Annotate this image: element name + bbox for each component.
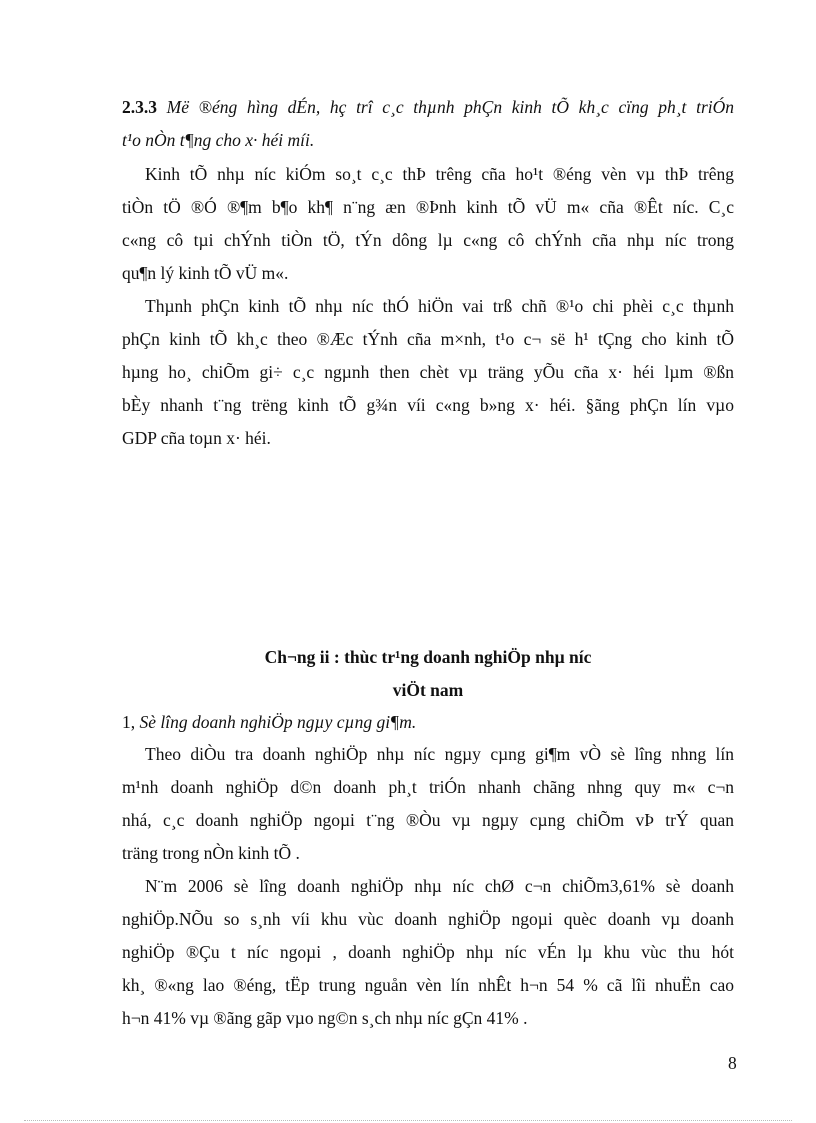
para4-line-3: nghiÖp ®Çu t níc ngoµi , doanh nghiÖp nhµ níc vÉn lµ khu vùc thu hót	[122, 942, 734, 962]
section-233-number: 2.3.3	[122, 97, 157, 117]
page-number: 8	[728, 1053, 737, 1073]
para2-line-1: Thµnh phÇn kinh tÕ nhµ níc thÓ hiÖn vai trß chñ ®¹o chi phèi c¸c thµnh	[145, 296, 734, 316]
bottom-divider	[24, 1120, 792, 1121]
para1-line-4: qu¶n lý kinh tÕ vÜ m«.	[122, 263, 289, 283]
chapter-title-line-1: Ch¬ng ii : thùc tr¹ng doanh nghiÖp nhµ níc	[264, 647, 592, 667]
para1-line-1: Kinh tÕ nhµ níc kiÓm so¸t c¸c thÞ trêng cña ho¹t ®éng vèn vµ thÞ trêng	[145, 164, 734, 184]
para3-line-2: m¹nh doanh nghiÖp d©n doanh ph¸t triÓn nhanh chãng nhng quy m« c¬n	[122, 777, 734, 797]
section-1-title: Sè lîng doanh nghiÖp ngµy cµng gi¶m.	[139, 712, 417, 732]
section-233-title-line-2: t¹o nÒn t¶ng cho x· héi míi.	[122, 130, 315, 150]
para3-line-3: nhá, c¸c doanh nghiÖp ngoµi t¨ng ®Òu vµ ngµy cµng chiÕm vÞ trÝ quan	[122, 810, 734, 830]
para4-line-2: nghiÖp.NÕu so s¸nh víi khu vùc doanh nghiÖp ngoµi quèc doanh vµ doanh	[122, 909, 734, 929]
para3-line-4: träng trong nÒn kinh tÕ .	[122, 843, 300, 863]
para1-line-2: tiÒn tÖ ®Ó ®¶m b¶o kh¶ n¨ng æn ®Þnh kinh tÕ vÜ m« cña ®Êt níc. C¸c	[122, 197, 734, 217]
para3-line-1: Theo diÒu tra doanh nghiÖp nhµ níc ngµy cµng gi¶m vÒ sè lîng nhng lín	[145, 744, 734, 764]
section-233-title-line-1: Më ®éng hìng dÉn, hç trî c¸c thµnh phÇn kinh tÕ kh¸c cïng ph¸t triÓn	[166, 97, 735, 117]
para2-line-2: phÇn kinh tÕ kh¸c theo ®Æc tÝnh cña m×nh, t¹o c¬ së h¹ tÇng cho kinh tÕ	[122, 329, 734, 349]
section-233-heading-line-1	[122, 96, 734, 118]
section-1-heading	[122, 711, 734, 733]
para1-line-3: c«ng cô tµi chÝnh tiÒn tÖ, tÝn dông lµ c«ng cô chÝnh cña nhµ níc trong	[122, 230, 734, 250]
para4-line-1: N¨m 2006 sè lîng doanh nghiÖp nhµ níc chØ c¬n chiÕm3,61% sè doanh	[145, 876, 734, 896]
para2-line-3: hµng ho¸ chiÕm gi÷ c¸c ngµnh then chèt vµ träng yÕu cña x· héi lµm ®ßn	[122, 362, 734, 382]
para2-line-5: GDP cña toµn x· héi.	[122, 428, 271, 448]
para4-line-4: kh¸ ®«ng lao ®éng, tËp trung nguån vèn lín nhÊt h¬n 54 % cã lîi nhuËn cao	[122, 975, 734, 995]
para4-line-5: h¬n 41% vµ ®ãng gãp vµo ng©n s¸ch nhµ níc gÇn 41% .	[122, 1008, 528, 1028]
chapter-title-line-2: viÖt nam	[392, 680, 464, 700]
para2-line-4: bÈy nhanh t¨ng trëng kinh tÕ g¾n víi c«ng b»ng x· héi. §ãng phÇn lín vµo	[122, 395, 734, 415]
section-1-number: 1,	[122, 712, 136, 732]
